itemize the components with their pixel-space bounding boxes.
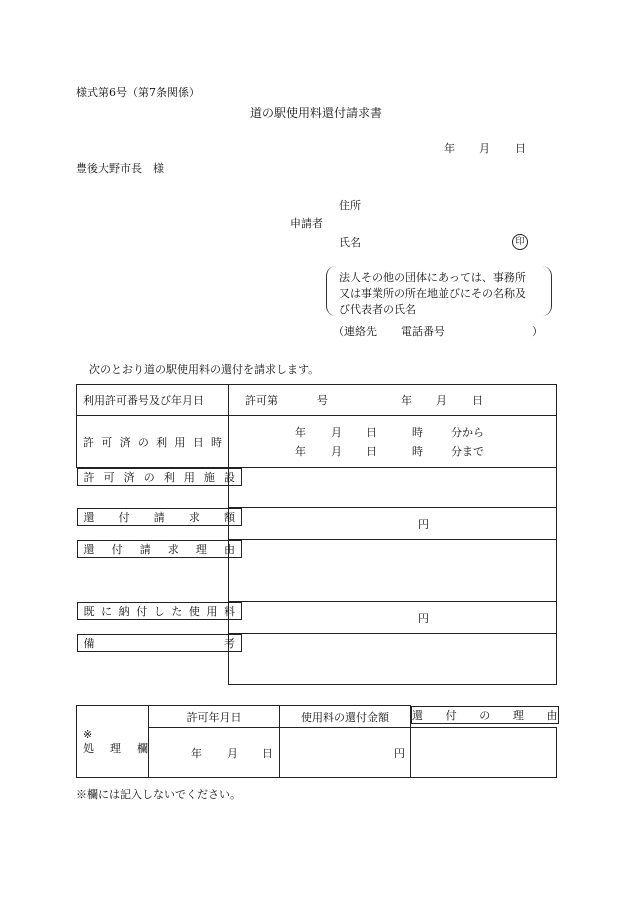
contact-phone-label: 電話番号 [401, 325, 445, 338]
form-number: 様式第6号（第7条関係） [76, 86, 200, 99]
table-row [77, 706, 557, 728]
refund-value-cell [280, 728, 411, 778]
from-minute: 分から [451, 425, 484, 439]
applicant-label: 申請者 [290, 217, 323, 230]
corporate-note-line-1: 法人その他の団体にあっては、事務所 [339, 271, 526, 284]
remarks-field[interactable] [229, 634, 557, 685]
table-row [77, 602, 557, 634]
corporate-note-line-3: び代表者の氏名 [339, 303, 416, 316]
from-hour: 時 [412, 425, 423, 439]
permit-year: 年 [401, 394, 412, 407]
refund-amount-unit: 円 [418, 517, 429, 531]
to-day: 日 [366, 444, 377, 458]
paid-fee-label: 既 に 納 付 し た 使 用 料 [77, 602, 243, 620]
table-row [77, 728, 557, 778]
date-day-label: 日 [515, 142, 526, 155]
name-label: 氏名 [339, 236, 361, 249]
permit-month: 月 [436, 394, 447, 407]
date-month-label: 月 [479, 142, 490, 155]
paid-fee-field[interactable] [229, 602, 557, 634]
corporate-note-line-2: 又は事業所の所在地並びにその名称及 [339, 287, 526, 300]
refund-reason-field[interactable] [229, 540, 557, 602]
permit-number-suffix: 号 [317, 394, 328, 407]
to-month: 月 [331, 444, 342, 458]
permit-prefix: 許可第 [245, 394, 278, 407]
to-hour: 時 [412, 444, 423, 458]
table-row [77, 508, 557, 540]
proc-month: 月 [227, 746, 238, 760]
processing-mark: ※ [83, 727, 93, 741]
facility-field[interactable] [229, 468, 557, 508]
processing-label: 処 理 欄 [83, 741, 148, 755]
intro-text: 次のとおり道の駅使用料の還付を請求します。 [89, 363, 320, 376]
table-row [77, 540, 557, 602]
facility-label: 許 可 済 の 利 用 施 設 [77, 468, 243, 486]
contact-close: ） [532, 325, 543, 338]
from-day: 日 [366, 425, 377, 439]
permit-date-cell [149, 728, 280, 778]
remarks-label: 備 考 [77, 634, 243, 652]
contact-open: （連絡先 [333, 325, 377, 338]
from-year: 年 [295, 425, 306, 439]
refund-cause-cell [411, 728, 557, 778]
page-title: 道の駅使用料還付請求書 [250, 106, 383, 120]
refund-cause-header: 還 付 の 理 由 [411, 706, 559, 724]
proc-day: 日 [262, 746, 273, 760]
proc-yen-unit: 円 [394, 746, 405, 760]
refund-request-table [76, 384, 557, 685]
permit-date-header: 許可年月日 [149, 706, 280, 728]
usage-datetime-label [77, 416, 229, 468]
processing-label-cell [77, 706, 149, 778]
paid-fee-unit: 円 [418, 611, 429, 625]
date-year-label: 年 [444, 142, 455, 155]
addressee: 豊後大野市長 様 [76, 162, 164, 175]
refund-reason-label: 還 付 請 求 理 由 [77, 540, 243, 558]
processing-table [76, 705, 557, 778]
refund-amount-field[interactable] [229, 508, 557, 540]
footnote: ※欄には記入しないでください。 [76, 788, 241, 801]
refund-value-header: 使用料の還付金額 [280, 706, 411, 728]
to-minute: 分まで [451, 444, 484, 458]
permit-day: 日 [472, 394, 483, 407]
usage-datetime-label-text: 許 可 済 の 利 用 日 時 [83, 435, 222, 449]
address-label: 住所 [339, 199, 361, 212]
refund-amount-label: 還 付 請 求 額 [77, 508, 243, 526]
usage-datetime-field[interactable] [229, 416, 557, 468]
from-month: 月 [331, 425, 342, 439]
permit-number-field[interactable] [229, 385, 557, 416]
usage-datetime-text [83, 434, 222, 450]
permit-number-label: 利用許可番号及び年月日 [77, 385, 229, 416]
table-row [77, 416, 557, 468]
seal-mark: 印 [512, 234, 528, 250]
proc-year: 年 [191, 746, 202, 760]
to-year: 年 [295, 444, 306, 458]
table-row [77, 468, 557, 508]
corporate-note [339, 270, 526, 318]
table-row [77, 385, 557, 416]
table-row [77, 634, 557, 685]
